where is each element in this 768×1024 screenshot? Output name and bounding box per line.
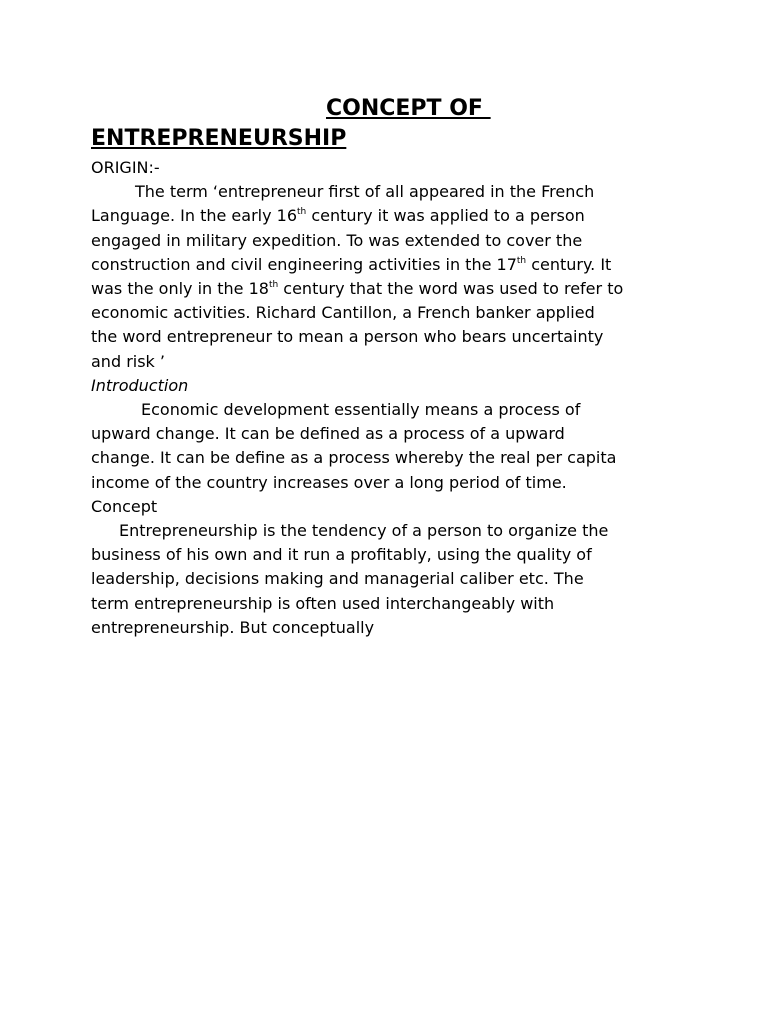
origin-line [91,253,691,277]
concept-heading: Concept [91,496,158,516]
origin-line [91,277,691,301]
origin-line: The term ‘entrepreneur first of all appeared in the French [135,182,595,202]
introduction-line: upward change. It can be defined as a process of a upward [91,424,565,444]
introduction-heading: Introduction [91,375,189,395]
introduction-line: income of the country increases over a long period of time. [91,472,567,492]
title-line-2: ENTREPRENEURSHIP [91,126,347,151]
origin-heading: ORIGIN:- [91,158,160,177]
introduction-line: change. It can be define as a process whereby the real per capita [91,448,617,468]
title-line-1: CONCEPT OF [326,96,491,121]
origin-text: construction and civil engineering activities in the 17 [91,254,517,274]
ordinal-suffix: th [516,255,527,266]
origin-line: the word entrepreneur to mean a person who bears uncertainty [91,327,604,347]
section-origin [91,156,691,374]
document-page [91,94,691,640]
concept-line: Entrepreneurship is the tendency of a person to organize the [119,521,609,541]
introduction-line: Economic development essentially means a process of [141,400,581,420]
concept-line: business of his own and it run a profitably, using the quality of [91,545,592,565]
ordinal-suffix: th [297,207,307,218]
section-concept [91,495,691,640]
origin-text: century. It [526,254,612,274]
origin-line [91,204,691,228]
concept-line: entrepreneurship. But conceptually [91,617,375,637]
section-introduction [91,374,691,495]
concept-line: leadership, decisions making and managerial caliber etc. The [91,569,584,589]
origin-text: century it was applied to a person [306,206,585,226]
origin-line: economic activities. Richard Cantillon, a French banker applied [91,303,595,323]
origin-text: Language. In the early 16 [91,206,298,226]
origin-line: engaged in military expedition. To was extended to cover the [91,230,583,250]
concept-line: term entrepreneurship is often used interchangeably with [91,593,555,613]
origin-text: century that the word was used to refer to [278,279,624,299]
ordinal-suffix: th [268,280,279,291]
origin-line: and risk ’ [91,351,165,371]
origin-text: was the only in the 18 [91,279,269,299]
